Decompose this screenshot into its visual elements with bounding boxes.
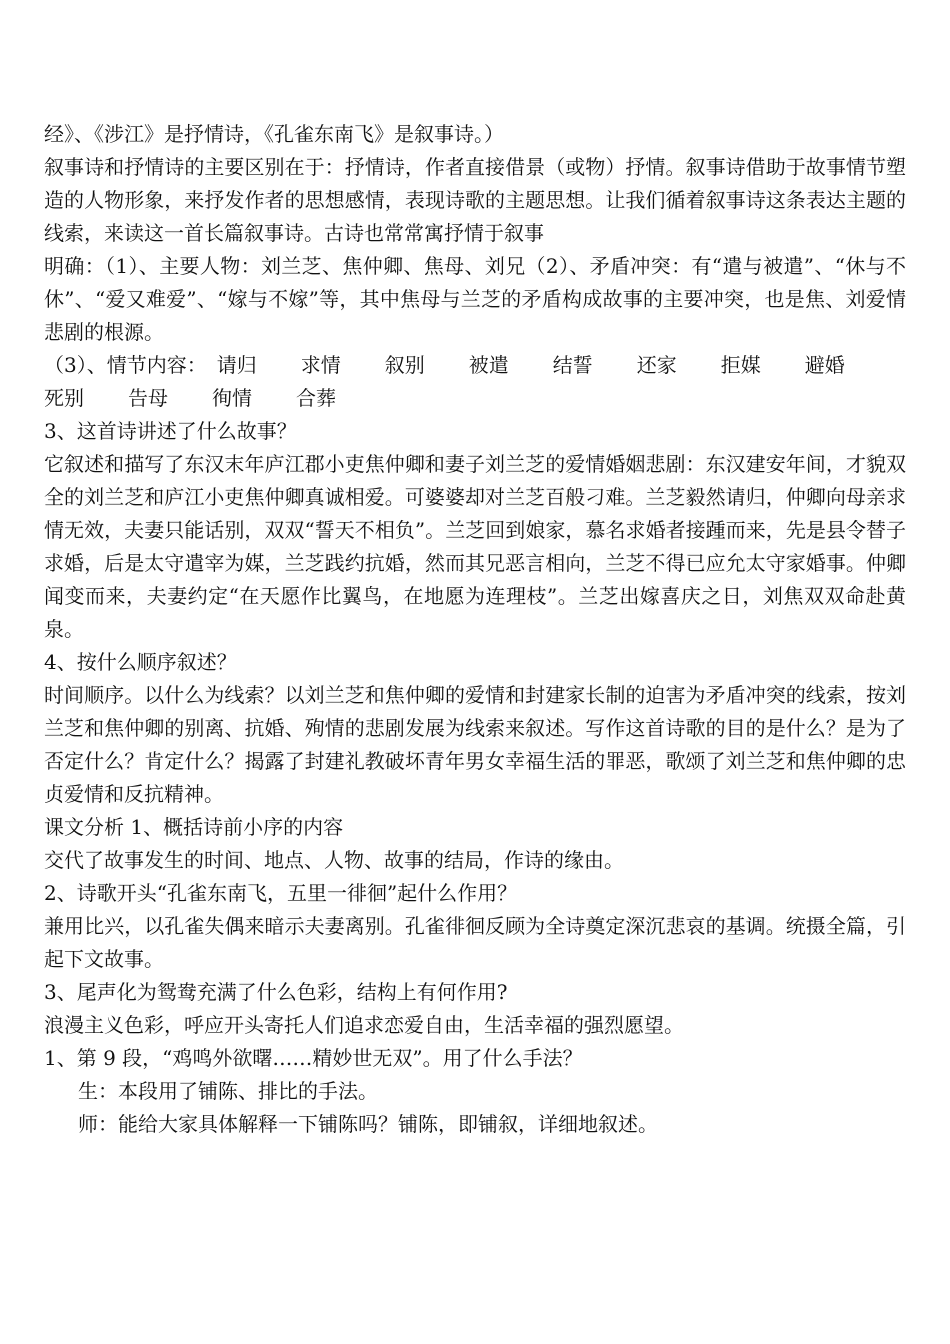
dialogue-teacher: 师：能给大家具体解释一下铺陈吗？铺陈，即铺叙，详细地叙述。	[78, 1112, 658, 1136]
question-paragraph-nine: 1、第 9 段，“鸡鸣外欲曙……精妙世无双”。用了什么手法？	[44, 1046, 583, 1070]
plot-item: 徇情	[212, 386, 252, 410]
answer-ending: 浪漫主义色彩，呼应开头寄托人们追求恋爱自由，生活幸福的强烈愿望。	[44, 1013, 684, 1037]
answer-story: 它叙述和描写了东汉末年庐江郡小吏焦仲卿和妻子刘兰芝的爱情婚姻悲剧：东汉建安年间，才貌双全的刘兰芝和庐江小吏焦仲卿真诚相爱。可婆婆却对兰芝百般刁难。兰芝毅然请归，仲卿向母亲求情无效，夫妻只能话别，双双“誓天不相负”。兰芝回到娘家，慕名求婚者接踵而来，先是县令替子求婚，后是太守遣宰为媒，兰芝践约抗婚，然而其兄恶言相向，兰芝不得已应允太守家婚事。仲卿闻变而来，夫妻约定“在天愿作比翼鸟，在地愿为连理枝”。兰芝出嫁喜庆之日，刘焦双双命赴黄泉。	[44, 452, 906, 641]
plot-item: 合葬	[296, 386, 336, 410]
answer-order: 时间顺序。以什么为线索？以刘兰芝和焦仲卿的爱情和封建家长制的迫害为矛盾冲突的线索，按刘兰芝和焦仲卿的别离、抗婚、殉情的悲剧发展为线索来叙述。写作这首诗歌的目的是什么？是为了否定什么？肯定什么？揭露了封建礼教破坏青年男女幸福生活的罪恶，歌颂了刘兰芝和焦仲卿的忠贞爱情和反抗精神。	[44, 683, 906, 806]
answer-preface: 交代了故事发生的时间、地点、人物、故事的结局，作诗的缘由。	[44, 848, 624, 872]
plot-item: 叙别	[384, 353, 425, 377]
plot-item: 结誓	[552, 353, 593, 377]
plot-label: （3）、情节内容：	[44, 353, 207, 377]
question-order: 4、按什么顺序叙述？	[44, 650, 237, 674]
plot-item: 被遣	[468, 353, 509, 377]
plot-item: 还家	[636, 353, 677, 377]
question-ending: 3、尾声化为鸳鸯充满了什么色彩，结构上有何作用?	[44, 980, 508, 1004]
paragraph-narrative-vs-lyric: 叙事诗和抒情诗的主要区别在于：抒情诗，作者直接借景（或物）抒情。叙事诗借助于故事情节塑造的人物形象，来抒发作者的思想感情，表现诗歌的主题思想。让我们循着叙事诗这条表达主题的线索，来读这一首长篇叙事诗。古诗也常常寓抒情于叙事	[44, 155, 906, 245]
paragraph-poem-types: 经》、《涉江》是抒情诗，《孔雀东南飞》是叙事诗。）	[44, 122, 504, 146]
plot-outline	[44, 349, 906, 415]
question-story: 3、这首诗讲述了什么故事？	[44, 419, 297, 443]
paragraph-characters-conflict: 明确：（1）、主要人物：刘兰芝、焦仲卿、焦母、刘兄（2）、矛盾冲突：有“遣与被遣”、“休与不休”、“爱又难爱”、“嫁与不嫁”等，其中焦母与兰芝的矛盾构成故事的主要冲突，也是焦、刘爱情悲剧的根源。	[44, 254, 906, 344]
plot-item: 求情	[300, 353, 341, 377]
question-opening: 2、诗歌开头“孔雀东南飞，五里一徘徊”起什么作用？	[44, 881, 518, 905]
plot-item: 请归	[216, 353, 257, 377]
plot-item: 死别	[44, 386, 84, 410]
plot-item: 避婚	[804, 353, 845, 377]
plot-item: 告母	[128, 386, 168, 410]
dialogue-student: 生：本段用了铺陈、排比的手法。	[78, 1079, 378, 1103]
answer-opening: 兼用比兴，以孔雀失偶来暗示夫妻离别。孔雀徘徊反顾为全诗奠定深沉悲哀的基调。统摄全篇，引起下文故事。	[44, 914, 906, 971]
section-text-analysis: 课文分析 1、概括诗前小序的内容	[44, 815, 344, 839]
plot-item: 拒媒	[720, 353, 761, 377]
